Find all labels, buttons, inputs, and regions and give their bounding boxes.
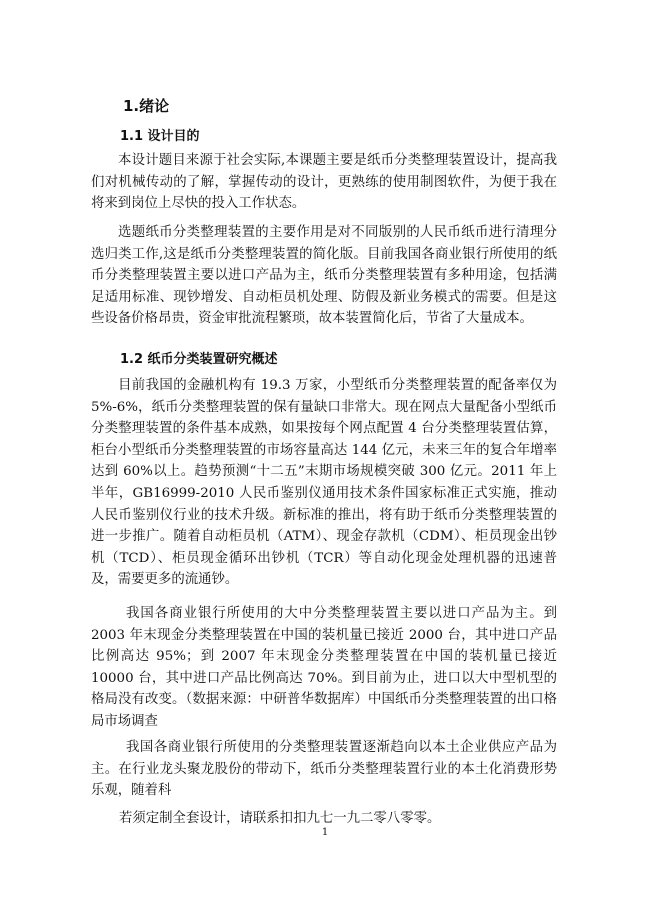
- paragraph: 目前我国的金融机构有 19.3 万家，小型纸币分类整理装置的配备率仅为 5%-6%，纸币分类整理装置的保有量缺口非常大。现在网点大量配备小型纸币分类整理装置的条件基本成熟，如果按每个网点配置 4 台分类整理装置估算，柜台小型纸币分类整理装置的市场容量高达 144 亿元，未来三年的复合年增率达到 60%以上。趋势预测“十二五”末期市场规模突破 300 亿元。2011 年上半年，GB16999-2010 人民币鉴别仪通用技术条件国家标准正式实施，推动人民币鉴别仪行业的技术升级。新标准的推出，将有助于纸币分类整理装置的进一步推广。随着自动柜员机（ATM）、现金存款机（CDM）、柜员现金出钞机（TCD）、柜员现金循环出钞机（TCR）等自动化现金处理机器的迅速普及，需要更多的流通钞。: [91, 378, 557, 588]
- paragraph: 本设计题目来源于社会实际,本课题主要是纸币分类整理装置设计，提高我们对机械传动的了解，掌握传动的设计，更熟练的使用制图软件，为便于我在将来到岗位上尽快的投入工作状态。: [91, 153, 557, 212]
- contact-note: 若须定制全套设计，请联系扣扣九七一九二零八零零。: [119, 811, 441, 826]
- page-number: 1: [321, 827, 329, 838]
- paragraph: 我国各商业银行所使用的大中分类整理装置主要以进口产品为主。到 2003 年末现金分类整理装置在中国的装机量已接近 2000 台，其中进口产品比例高达 95%；到 2007 年末现金分类整理装置在中国的装机量已接近 10000 台，其中进口产品比例高达 70%。到目前为止，进口以大中型机型的格局没有改变。（数据来源：中研普华数据库）中国纸币分类整理装置的出口格局市场调查: [91, 606, 557, 729]
- chapter-heading: 1.绪论: [123, 97, 170, 115]
- paragraph: 选题纸币分类整理装置的主要作用是对不同版别的人民币纸币进行清理分选归类工作,这是纸币分类整理装置的简化版。目前我国各商业银行所使用的纸币分类整理装置主要以进口产品为主，纸币分类整理装置有多种用途，包括满足适用标准、现钞增发、自动柜员机处理、防假及新业务模式的需要。但是这些设备价格昂贵，资金审批流程繁琐，故本装置简化后，节省了大量成本。: [91, 225, 557, 327]
- paragraph: 我国各商业银行所使用的分类整理装置逐渐趋向以本土企业供应产品为主。在行业龙头聚龙股份的带动下，纸币分类整理装置行业的本土化消费形势乐观，随着科: [91, 740, 557, 799]
- section-title-1-2: 1.2 纸币分类装置研究概述: [120, 352, 278, 367]
- section-title-1-1: 1.1 设计目的: [120, 129, 200, 144]
